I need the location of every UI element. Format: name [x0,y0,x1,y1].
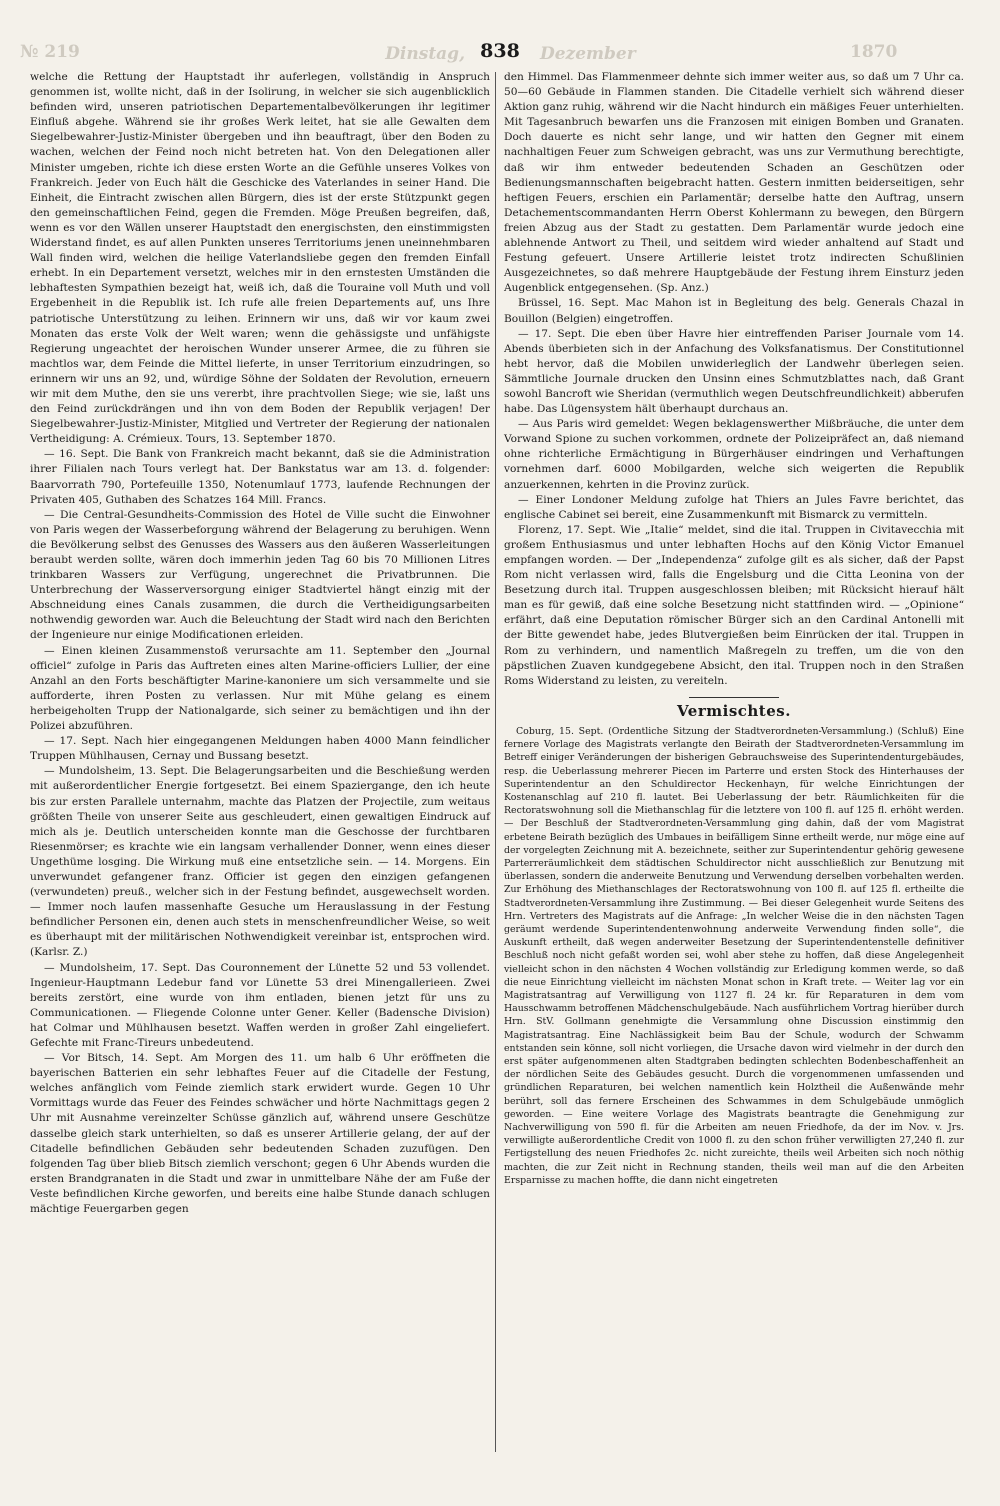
article-paragraph: — Die Central-Gesundheits-Commission des Hotel de Ville sucht die Einwohner von Paris wegen der Wasserbeforgung während der Belagerung zu beruhigen. Wenn die Bevölkerung selbst des Genusses des Wassers aus den äußeren Wasserleitungen beraubt werden sollte, wären doch immerhin jeden Tag 60 bis 70 Millionen Litres trinkbaren Wassers zur Verfügung, ungerechnet die Privatbrunnen. Die Unterbrechung der Wasserversorgung einiger Stadtviertel hängt einzig mit der Abschneidung eines Canals zusammen, die durch die Vertheidigungsarbeiten nothwendig geworden war. Auch die Beleuchtung der Stadt wird nach den Berichten der Ingenieure nur einige Modificationen erleiden. [30,508,490,642]
right-column [504,70,964,1187]
section-title: Vermischtes. [677,701,791,720]
article-paragraph: — 17. Sept. Nach hier eingegangenen Meldungen haben 4000 Mann feindlicher Truppen Mühlhausen, Cernay und Bussang besetzt. [30,735,490,763]
running-head [0,38,1000,68]
miscellany-section [504,725,964,1187]
article-paragraph: — Einer Londoner Meldung zufolge hat Thiers an Jules Favre berichtet, das englische Cabinet sei bereit, eine Zusammenkunft mit Bismarck zu vermitteln. [504,493,964,521]
left-column [30,70,490,1217]
article-paragraph: — Mundolsheim, 17. Sept. Das Couronnement der Lünette 52 und 53 vollendet. Ingenieur-Hauptmann Ledebur fand vor Lünette 53 drei Minengallerieen. Zwei bereits zerstört, eine wurde von ihm entladen, bienen jetzt für uns zu Communicationen. — Fliegende Colonne unter Gener. Keller (Badensche Division) hat Colmar und Mühlhausen besetzt. Waffen werden in großer Zahl eingeliefert. Gefechte mit Franc-Tireurs unbedeutend. [30,961,490,1049]
article-paragraph: — Vor Bitsch, 14. Sept. Am Morgen des 11. um halb 6 Uhr eröffneten die bayerischen Batterien ein sehr lebhaftes Feuer auf die Citadelle der Festung, welches anfänglich vom Feinde ziemlich stark erwidert wurde. Gegen 10 Uhr Vormittags wurde das Feuer des Feindes schwächer und hörte Nachmittags gegen 2 Uhr mit Ausnahme vereinzelter Schüsse gänzlich auf, während unsere Geschütze dasselbe gleich stark unterhielten, so daß es unserer Artillerie gelang, der auf der Citadelle befindlichen Gebäuden sehr bedeutenden Schaden zuzufügen. Den folgenden Tag über blieb Bitsch ziemlich verschont; gegen 6 Uhr Abends wurden die ersten Brandgranaten in die Stadt und zwar in unmittelbare Nähe der am Fuße der Veste befindlichen Kirche geworfen, und bereits eine halbe Stunde danach schlugen mächtige Feuergarben gegen [30,1052,490,1216]
article-paragraph: — 17. Sept. Die eben über Havre hier eintreffenden Pariser Journale vom 14. Abends überbieten sich in der Anfachung des Volksfanatismus. Der Constitutionnel hebt hervor, daß die Mobilen unwiderleglich der Landwehr überlegen seien. Sämmtliche Journale drucken den Unsinn eines Schmutzblattes nach, daß Grant sowohl Bancroft wie Sheridan (vermuthlich wegen Deutschfreundlichkeit) abberufen habe. Das Lügensystem hält überhaupt durchaus an. [504,327,964,416]
page-number: 838 [480,40,520,62]
bleed-through-year: 1870 [850,42,898,62]
bleed-through-weekday: Dinstag, [385,44,465,64]
article-paragraph: welche die Rettung der Hauptstadt ihr auferlegen, vollständig in Anspruch genommen ist, wollte nicht, daß in der Isolirung, in welcher sie sich augenblicklich befinden wird, unseren patriotischen Departementalbevölkerungen ihr legitimer Einfluß abgehe. Während sie ihr großes Werk leitet, hat sie alle Gewalten dem Siegelbewahrer-Justiz-Minister übergeben und ihn beauftragt, über den Boden zu wachen, welchen der Feind noch nicht betreten hat. Von den Delegationen aller Minister umgeben, richte ich diese ersten Worte an die Gefühle unseres Volkes von Frankreich. Jeder von Euch hält die Geschicke des Vaterlandes in seiner Hand. Die Einheit, die Eintracht zwischen allen Bürgern, dies ist der erste Stützpunkt gegen den gemeinschaftlichen Feind, gegen die Fremden. Möge Preußen begreifen, daß, wenn es vor den Wällen unserer Hauptstadt den energischsten, den einstimmigsten Widerstand findet, es auf allen Punkten unseres Territoriums jenen uneinnehmbaren Wall finden wird, welchen die heilige Vaterlandsliebe gegen den fremden Einfall erhebt. In ein Departement versetzt, welches mir in den ernstesten Umständen die lebhaftesten Sympathien bezeigt hat, weiß ich, daß die Touraine voll Muth und voll Ergebenheit in die Republik ist. Ich rufe alle freien Departements auf, uns Ihre patriotische Unterstützung zu leihen. Erinnern wir uns, daß wir vor kaum zwei Monaten das erste Volk der Welt waren; wenn die gehässigste und unfähigste Regierung ungeachtet der heroischen Wunder unserer Armee, die zu führen sie machtlos war, dem Feinde die Mittel lieferte, in unser Territorium einzudringen, so erinnern wir uns an 92, und, würdige Söhne der Soldaten der Revolution, erneuern wir mit dem Muthe, den sie uns vererbt, ihre prachtvollen Siege; wie sie, laßt uns den Feind zurückdrängen und ihn von dem Boden der Republik verjagen! Der Siegelbewahrer-Justiz-Minister, Mitglied und Vertreter der Regierung der nationalen Vertheidigung: A. Crémieux. Tours, 13. September 1870. [30,71,490,446]
bleed-through-month: Dezember [540,44,636,64]
bleed-through-issue-number: № 219 [20,42,80,62]
article-paragraph: Florenz, 17. Sept. Wie „Italie“ meldet, sind die ital. Truppen in Civitavecchia mit großem Enthusiasmus und unter lebhaften Hochs auf den König Victor Emanuel empfangen worden. — Der „Independenza“ zufolge gilt es als sicher, daß der Papst Rom nicht verlassen wird, falls die Engelsburg und die Citta Leonina von der Besetzung durch ital. Truppen ausgeschlossen bleiben; mit Rücksicht hierauf hält man es für gewiß, daß eine solche Besetzung nicht stattfinden wird. — „Opinione“ erfährt, daß eine Deputation römischer Bürger sich an den Cardinal Antonelli mit der Bitte gewendet habe, jedes Blutvergießen beim Einrücken der ital. Truppen in Rom zu verhindern, und namentlich Maßregeln zu treffen, um die von den päpstlichen Zuaven kundgegebene Absicht, den ital. Truppen noch in den Straßen Roms Widerstand zu leisten, zu vereiteln. [504,523,964,687]
article-paragraph: — Aus Paris wird gemeldet: Wegen beklagenswerther Mißbräuche, die unter dem Vorwand Spione zu suchen vorkommen, ordnete der Polizeipräfect an, daß niemand ohne richterliche Ermächtigung in Bürgerhäuser eindringen und Verhaftungen vornehmen darf. 6000 Mobilgarden, welche sich weigerten die Republik anzuerkennen, kehrten in die Provinz zurück. [504,418,964,491]
section-divider [689,697,779,698]
article-paragraph: den Himmel. Das Flammenmeer dehnte sich immer weiter aus, so daß um 7 Uhr ca. 50—60 Gebäude in Flammen standen. Die Citadelle verhielt sich während dieser Aktion ganz ruhig, während wir die Nacht hindurch ein mäßiges Feuer unterhielten. Mit Tagesanbruch bewarfen uns die Franzosen mit einigen Bomben und Granaten. Doch dauerte es nicht sehr lange, und wir hatten den Gegner mit einem nachhaltigen Feuer zum Schweigen gebracht, was uns zur Vermuthung berechtigte, daß wir ihm entweder bedeutenden Schaden an Geschützen oder Bedienungsmannschaften beigebracht hatten. Gestern inmitten beiderseitigen, sehr heftigen Feuers, erschien ein Parlamentär; derselbe hatte den Auftrag, unsern Detachementscommandanten Herrn Oberst Kohlermann zu bewegen, den Bürgern freien Abzug aus der Stadt zu gestatten. Dem Parlamentär wurde jedoch eine ablehnende Antwort zu Theil, und seitdem wird wieder anhaltend auf Stadt und Festung gefeuert. Unsere Artillerie leistet trotz indirecten Schußlinien Ausgezeichnetes, so daß mehrere Hauptgebäude der Festung ihrem Einsturz jeden Augenblick entgegensehen. (Sp. Anz.) [504,71,964,295]
article-paragraph: — Mundolsheim, 13. Sept. Die Belagerungsarbeiten und die Beschießung werden mit außerordentlicher Energie fortgesetzt. Bei einem Spaziergange, den ich heute bis zur ersten Parallele unternahm, machte das Platzen der Projectile, zum weitaus größten Theile von unserer Seite aus geschleudert, einen gewaltigen Eindruck auf mich als je. Deutlich unterscheiden konnte man die Geschosse der furchtbaren Riesenmörser; es krachte wie ein langsam verhallender Donner, wenn eines dieser Ungethüme losging. Die Wirkung muß eine entsetzliche sein. — 14. Morgens. Ein unverwundet gefangener franz. Officier ist gegen den einzigen gefangenen (verwundeten) preuß., welcher sich in der Festung befindet, ausgewechselt worden. — Immer noch laufen massenhafte Gesuche um Herauslassung in der Festung befindlicher Personen ein, denen auch stets in menschenfreundlicher Weise, so weit es überhaupt mit der militärischen Nothwendigkeit vereinbar ist, entsprochen wird. (Karlsr. Z.) [30,765,490,959]
article-paragraph: — 16. Sept. Die Bank von Frankreich macht bekannt, daß sie die Administration ihrer Filialen nach Tours verlegt hat. Der Bankstatus war am 13. d. folgender: Baarvorrath 790, Portefeuille 1350, Notenumlauf 1773, laufende Rechnungen der Privaten 405, Guthaben des Schatzes 164 Mill. Francs. [30,448,490,506]
column-divider [495,72,496,1452]
article-paragraph: Coburg, 15. Sept. (Ordentliche Sitzung der Stadtverordneten-Versammlung.) (Schluß) Eine fernere Vorlage des Magistrats verlangte den Beirath der Stadtverordneten-Versammlung im Betreff einiger Veränderungen der bisherigen Gebrauchsweise des Superintendenturgebäudes, resp. die Ueberlassung mehrerer Piecen im Parterre und ersten Stock des Hinterhauses der Superintendentur an den Schuldirector Heckenhayn, für welche Einrichtungen der Kostenanschlag auf 210 fl. lautet. Bei Ueberlassung der betr. Räumlichkeiten für die Rectoratswohnung soll die Miethanschlag für die letztere von 100 fl. auf 125 fl. erhöht werden. — Der Beschluß der Stadtverordneten-Versammlung ging dahin, daß der vom Magistrat erbetene Beirath bezüglich des Umbaues in beifälligem Sinne ertheilt werde, nur möge eine auf der vorgelegten Zeichnung mit A. bezeichnete, seither zur Superintendentur gehörig gewesene Parterreräumlichkeit dem städtischen Schuldirector nicht ausschließlich zur Benutzung mit überlassen, sondern die anderweite Benutzung und Verwendung derselben vorbehalten werden. Zur Erhöhung des Miethanschlages der Rectoratswohnung von 100 fl. auf 125 fl. ertheilte die Stadtverordneten-Versammlung ihre Zustimmung. — Bei dieser Gelegenheit wurde Seitens des Hrn. Vertreters des Magistrats auf die Anfrage: „In welcher Weise die in den nächsten Tagen geräumt werdende Superintendentenwohnung anderweite Verwendung finden solle“, die Auskunft ertheilt, daß wegen anderweiter Besetzung der Superintendentenstelle definitiver Beschluß noch nicht gefaßt worden sei, wohl aber stehe zu hoffen, daß diese Angelegenheit vielleicht schon in den nächsten 4 Wochen vollständig zur Erledigung kommen werde, so daß die neue Einrichtung vielleicht im nächsten Monat schon in Kraft trete. — Weiter lag vor ein Magistratsantrag auf Verwilligung von 1127 fl. 24 kr. für Reparaturen in dem vom Hausschwamm betroffenen Mädchenschulgebäude. Nach ausführlichem Vortrag hierüber durch Hrn. StV. Gollmann genehmigte die Versammlung ohne Discussion einstimmig den Magistratsantrag. Eine Nachlässigkeit beim Bau der Schule, wodurch der Schwamm entstanden sein könne, soll nicht vorliegen, die Ursache davon wird vielmehr in der durch den erst später aufgenommenen alten Stadtgraben bedingten schlechten Bodenbeschaffenheit an der nördlichen Seite des Gebäudes gesucht. Durch die vorgenommenen umfassenden und gründlichen Reparaturen, bei welchen namentlich kein Holztheil die Außenwände mehr berührt, soll das fernere Erscheinen des Schwammes in dem Schulgebäude unmöglich geworden. — Eine weitere Vorlage des Magistrats beantragte die Genehmigung zur Nachverwilligung von 590 fl. für die Arbeiten am neuen Friedhofe, da der im Nov. v. Jrs. verwilligte außerordentliche Credit von 1000 fl. zu den schon früher verwilligten 27,240 fl. zur Fertigstellung des neuen Friedhofes 2c. nicht zureichte, theils weil Arbeiten sich noch nöthig machten, die zur Zeit nicht in Rechnung standen, theils weil man auf die den Arbeiten Ersparnisse zu machen hoffte, die dann nicht eingetreten [504,725,964,1186]
article-paragraph: — Einen kleinen Zusammenstoß verursachte am 11. September den „Journal officiel“ zufolge in Paris das Auftreten eines alten Marine-officiers Lullier, der eine Anzahl an den Forts beschäftigter Marine-kanoniere um sich versammelte und sie aufforderte, ihren Posten zu verlassen. Nur mit Mühe gelang es einem herbeigeholten Trupp der Nationalgarde, sich seiner zu bemächtigen und ihn der Polizei abzuführen. [30,644,490,733]
article-paragraph: Brüssel, 16. Sept. Mac Mahon ist in Begleitung des belg. Generals Chazal in Bouillon (Belgien) eingetroffen. [504,297,964,325]
